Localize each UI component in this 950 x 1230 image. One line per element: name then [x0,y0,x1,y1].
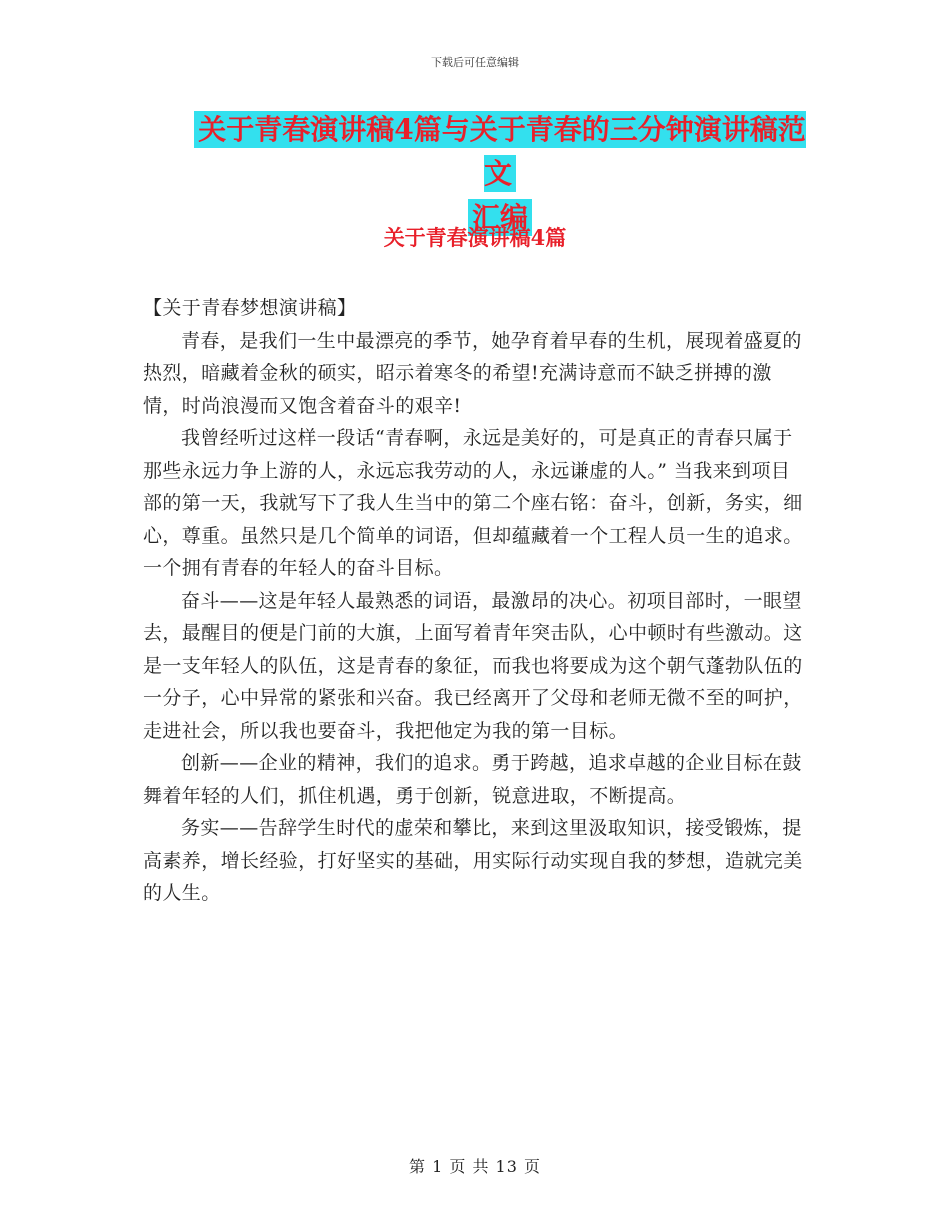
paragraph: 青春，是我们一生中最漂亮的季节，她孕育着早春的生机，展现着盛夏的热烈，暗藏着金秋的硕实，昭示着寒冬的希望!充满诗意而不缺乏拼搏的激情，时尚浪漫而又饱含着奋斗的艰辛! [143,329,802,417]
paragraph: 我曾经听过这样一段话“青春啊，永远是美好的，可是真正的青春只属于那些永远力争上游的人，永远忘我劳动的人，永远谦虚的人。” 当我来到项目部的第一天，我就写下了我人生当中的第二个座右铭：奋斗，创新，务实，细心，尊重。虽然只是几个简单的词语，但却蕴藏着一个工程人员一生的追求。一个拥有青春的年轻人的奋斗目标。 [143,427,803,579]
document-body [143,292,809,910]
document-title-line2: 汇编 [468,199,532,236]
document-title-line1: 关于青春演讲稿4篇与关于青春的三分钟演讲稿范文 [194,111,806,192]
paragraph: 奋斗——这是年轻人最熟悉的词语，最激昂的决心。初项目部时，一眼望去，最醒目的便是门前的大旗，上面写着青年突击队，心中顿时有些激动。这是一支年轻人的队伍，这是青春的象征，而我也将要成为这个朝气蓬勃队伍的一分子，心中异常的紧张和兴奋。我已经离开了父母和老师无微不至的呵护，走进社会，所以我也要奋斗，我把他定为我的第一目标。 [143,589,803,742]
section-title: 关于青春演讲稿4篇 [383,225,567,250]
paragraph: 创新——企业的精神，我们的追求。勇于跨越，追求卓越的企业目标在鼓舞着年轻的人们，抓住机遇，勇于创新，锐意进取，不断提高。 [143,752,802,807]
document-title [190,108,810,240]
paragraph: 务实——告辞学生时代的虚荣和攀比，来到这里汲取知识，接受锻炼，提高素养，增长经验，打好坚实的基础，用实际行动实现自我的梦想，造就完美的人生。 [143,817,803,904]
subheading: 【关于青春梦想演讲稿】 [143,297,357,319]
page-number-footer: 第 1 页 共 13 页 [409,1157,541,1176]
header-note: 下载后可任意编辑 [431,56,519,69]
